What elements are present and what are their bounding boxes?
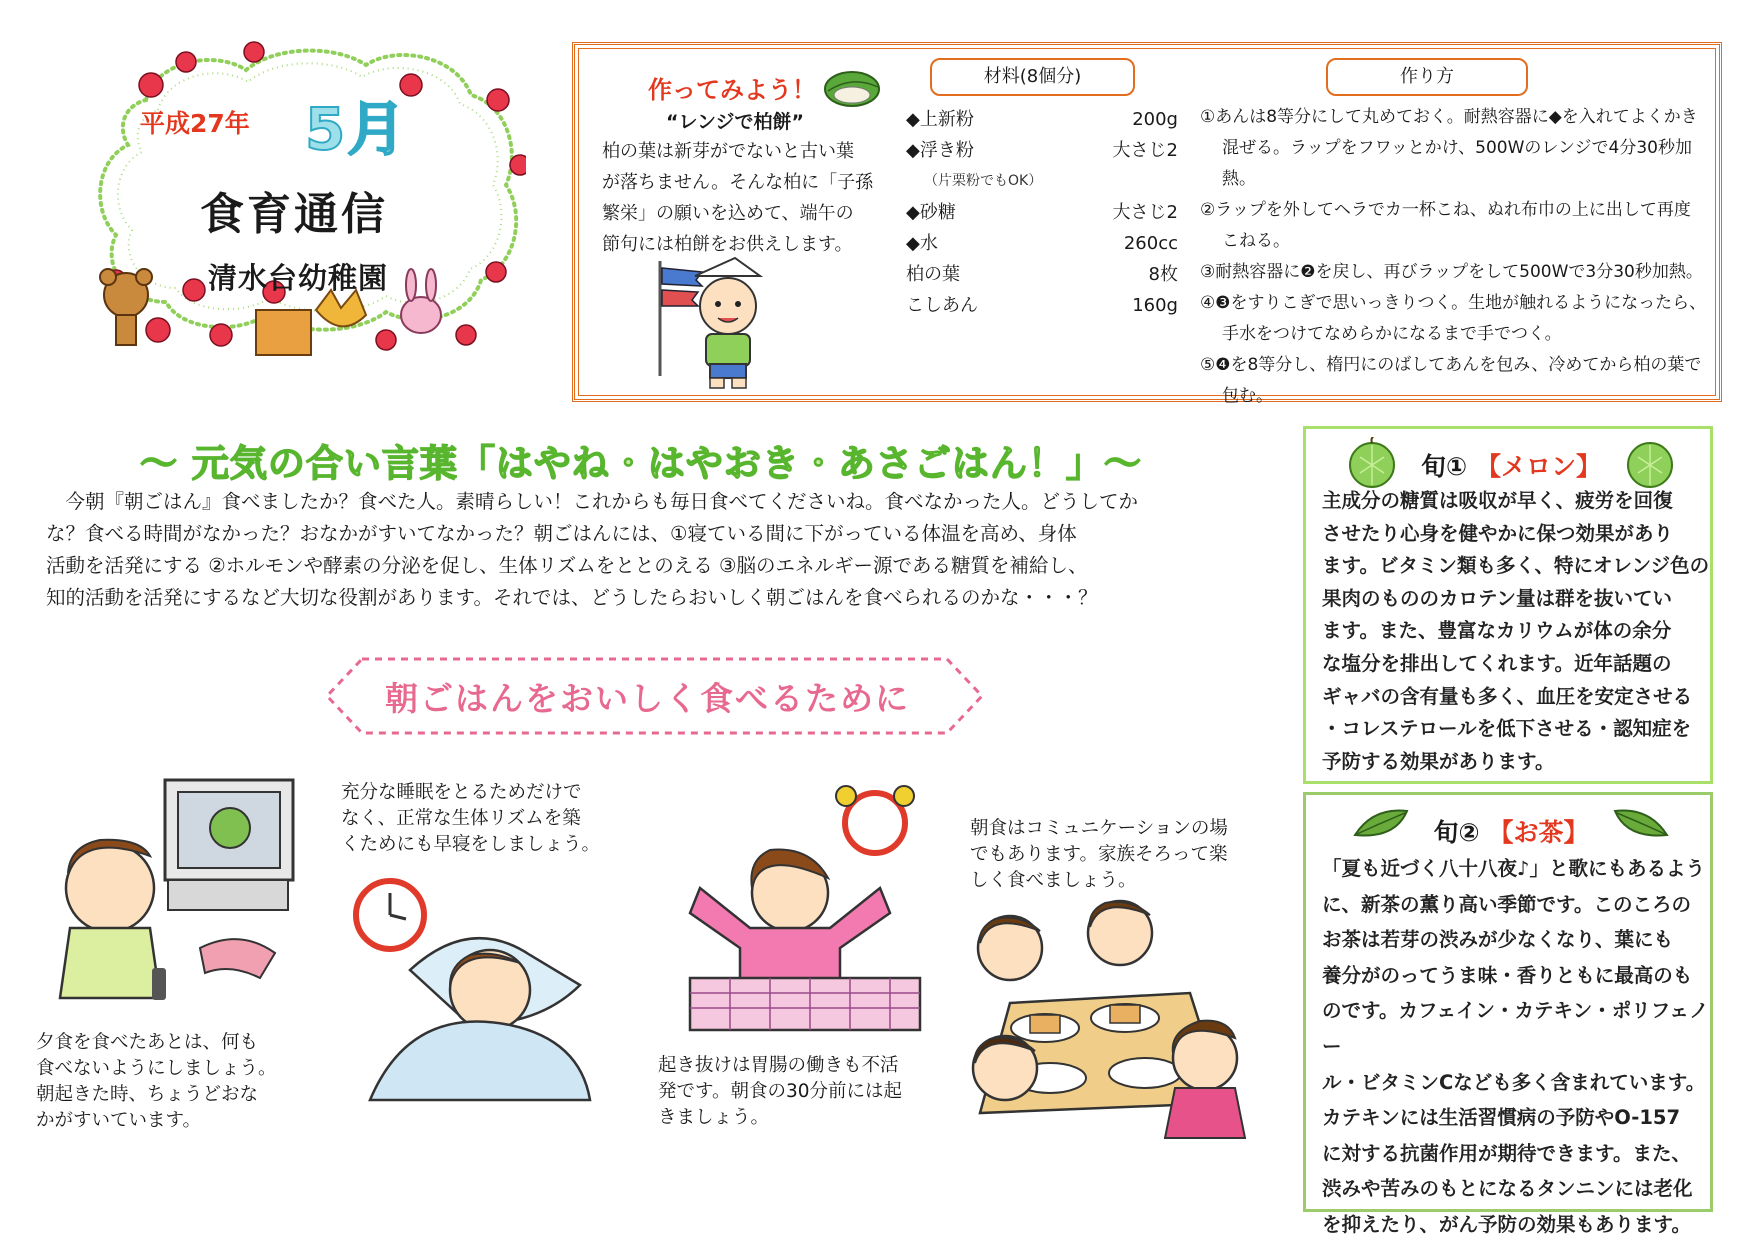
intro-line: な？食べる時間がなかった？おなかがすいてなかった？朝ごはんには、①寝ている間に下がっている体温を高め、身体: [46, 522, 1077, 545]
ingredient-name: 柏の葉: [906, 264, 960, 285]
breakfast-banner-text: 朝ごはんをおいしく食べるために: [385, 679, 910, 718]
era-label: 平成27年: [140, 109, 250, 138]
recipe-description-line: が落ちません。そんな柏に「子孫: [602, 172, 874, 193]
recipe-step: ③耐熱容器に❷を戻し、再びラップをして500Wで3分30秒加熱。: [1200, 262, 1703, 282]
caption-line: 夕食を食べたあとは、何も: [36, 1032, 259, 1053]
recipe-steps: [1200, 102, 1710, 412]
intro-line: 今朝『朝ごはん』食べましたか？食べた人。素晴らしい！これからも毎日食べてくださいね。食べなかった人。どうしてか: [46, 490, 1139, 513]
seasonal-title: [1401, 447, 1621, 483]
caption-line: 発です。朝食の30分前には起: [658, 1081, 903, 1102]
ingredient-row: [906, 228, 1178, 259]
ingredient-name: ◆浮き粉: [906, 140, 974, 161]
seasonal-body: [1322, 851, 1712, 1240]
school-name: 清水台幼稚園: [208, 261, 389, 295]
ingredient-list: [906, 104, 1178, 321]
seasonal-line: 養分がのってうま味・香りともに最高のも: [1322, 963, 1693, 987]
intro-paragraph: [46, 486, 1176, 614]
meal-caption: [970, 816, 1228, 894]
ingredient-row: [906, 259, 1178, 290]
seasonal-line: ます。また、豊富なカリウムが体の余分: [1322, 619, 1672, 643]
seasonal-line: ギャバの含有量も多く、血圧を安定させる: [1322, 684, 1693, 708]
bear-illustration: [100, 269, 152, 345]
ingredient-row: [906, 290, 1178, 321]
seasonal-prefix: 旬①: [1421, 452, 1468, 481]
seasonal-line: 予防する効果があります。: [1322, 749, 1555, 773]
caption-line: 充分な睡眠をとるためだけで: [341, 782, 582, 803]
caption-line: かがすいています。: [36, 1110, 202, 1131]
seasonal-line: ます。ビタミン類も多く、特にオレンジ色の: [1322, 554, 1710, 578]
seasonal-prefix: 旬②: [1433, 818, 1480, 847]
recipe-description: [602, 136, 887, 260]
ingredient-name: こしあん: [906, 295, 978, 316]
ingredient-row: [906, 197, 1178, 228]
dinner-caption: [36, 1030, 277, 1134]
seasonal-line: させたり心身を健やかに保つ効果があり: [1322, 521, 1674, 545]
intro-line: 知的活動を活発にするなど大切な役割があります。それでは、どうしたらおいしく朝ごはんを食べられるのかな・・・？: [46, 586, 1098, 609]
ingredient-row: [906, 135, 1178, 166]
ingredient-name: ◆上新粉: [906, 109, 974, 130]
seasonal-title: [1401, 813, 1621, 849]
seasonal-name: 【メロン】: [1475, 452, 1601, 481]
caption-line: きましょう。: [658, 1107, 770, 1128]
recipe-step: ①あんは8等分にして丸めておく。耐熱容器に◆を入れてよくかき: [1200, 107, 1698, 127]
caption-line: 起き抜けは胃腸の働きも不活: [658, 1055, 899, 1076]
caption-line: 朝起きた時、ちょうどおな: [36, 1084, 259, 1105]
seasonal-line: のです。カフェイン・カテキン・ポリフェノー: [1322, 999, 1709, 1058]
recipe-subtitle: “レンジで柏餅”: [666, 111, 805, 133]
month-label: 5月: [305, 95, 408, 163]
seasonal-line: 「夏も近づく八十八夜♪」と歌にもあるよう: [1322, 857, 1705, 880]
seasonal-line: ル・ビタミンCなども多く含まれています。: [1322, 1070, 1706, 1094]
steps-label: 作り方: [1326, 58, 1528, 96]
family-breakfast-illustration: [960, 893, 1250, 1143]
ingredient-amount: 260cc: [1123, 233, 1178, 254]
ingredient-amount: 大さじ2: [1112, 140, 1178, 161]
recipe-step: ⑤❹を8等分し、楕円にのばしてあんを包み、冷めてから柏の葉で: [1200, 355, 1702, 375]
recipe-step: こねる。: [1222, 231, 1290, 251]
seasonal-line: お茶は若芽の渋みが少なくなり、葉にも: [1322, 928, 1674, 952]
ingredient-amount: 8枚: [1148, 264, 1178, 285]
seasonal-line: 果肉のもののカロテン量は群を抜いてい: [1322, 586, 1673, 610]
melon-icon: [1624, 437, 1676, 489]
ingredient-amount: 200g: [1132, 109, 1178, 130]
recipe-description-line: 柏の葉は新芽がでないと古い葉: [602, 141, 854, 162]
seasonal-line: を抑えたり、がん予防の効果もあります。: [1322, 1212, 1691, 1236]
newsletter-title: 食育通信: [200, 189, 388, 240]
seasonal-line: 渋みや苦みのもとになるタンニンには老化: [1322, 1177, 1693, 1201]
kashiwa-mochi-icon: [822, 63, 882, 109]
child-with-carp-streamer-illustration: [640, 256, 790, 392]
caption-line: くためにも早寝をしましょう。: [341, 834, 601, 855]
recipe-step: 混ぜる。ラップをフワッとかけ、500Wのレンジで4分30秒加熱。: [1222, 138, 1692, 189]
ingredients-label: 材料(8個分): [930, 58, 1135, 96]
seasonal-melon-box: [1303, 426, 1713, 784]
sleeping-child-illustration: [350, 875, 610, 1105]
recipe-step: 包む。: [1222, 386, 1273, 406]
seasonal-line: ・コレステロールを低下させる・認知症を: [1322, 717, 1692, 741]
recipe-step: ④❸をすりこぎで思いっきりつく。生地が触れるようになったら、: [1200, 293, 1707, 313]
intro-line: 活動を活発にする ②ホルモンや酵素の分泌を促し、生体リズムをととのえる ③脳のエネルギー源である糖質を補給し、: [46, 554, 1088, 577]
recipe-step: 手水をつけてなめらかになるまで手でつく。: [1222, 324, 1562, 344]
seasonal-line: な塩分を排出してくれます。近年話題の: [1322, 651, 1672, 675]
ingredient-note: （片栗粉でもOK）: [924, 173, 1043, 189]
melon-icon: [1346, 437, 1398, 489]
child-waking-up-illustration: [660, 778, 940, 1033]
ingredient-name: ◆水: [906, 233, 938, 254]
caption-line: しく食べましょう。: [970, 870, 1137, 891]
wake-caption: [658, 1053, 902, 1131]
caption-line: 朝食はコミュニケーションの場: [970, 818, 1228, 839]
caption-line: でもあります。家族そろって楽: [970, 844, 1228, 865]
sleep-caption: [341, 780, 600, 858]
caption-line: なく、正常な生体リズムを築: [341, 808, 581, 829]
tree-stump-illustration: [256, 310, 311, 355]
ingredient-name: ◆砂糖: [906, 202, 956, 223]
slogan-heading: ～ 元気の合い言葉「はやね・はやおき・あさごはん！」～: [140, 442, 1142, 485]
child-eating-snack-illustration: [40, 778, 295, 1008]
recipe-step: ②ラップを外してヘラでカ一杯こね、ぬれ布巾の上に出して再度: [1200, 200, 1691, 220]
seasonal-name: 【お茶】: [1488, 818, 1589, 847]
ingredient-amount: 160g: [1132, 295, 1178, 316]
seasonal-line: 主成分の糖質は吸収が早く、疲労を回復: [1322, 489, 1673, 512]
recipe-description-line: 繁栄」の願いを込めて、端午の: [602, 203, 854, 224]
seasonal-tea-box: [1303, 792, 1713, 1236]
caption-line: 食べないようにしましょう。: [36, 1058, 277, 1079]
recipe-description-line: 節句には柏餅をお供えします。: [602, 234, 853, 255]
ingredient-row: [906, 104, 1178, 135]
seasonal-line: に、新茶の薫り高い季節です。このころの: [1322, 892, 1691, 916]
seasonal-line: カテキンには生活習慣病の予防やO-157: [1322, 1106, 1681, 1130]
recipe-heading: 作ってみよう！: [648, 76, 816, 104]
seasonal-line: に対する抗菌作用が期待できます。また、: [1322, 1141, 1691, 1165]
ingredient-amount: 大さじ2: [1112, 202, 1178, 223]
seasonal-body: [1322, 485, 1712, 778]
